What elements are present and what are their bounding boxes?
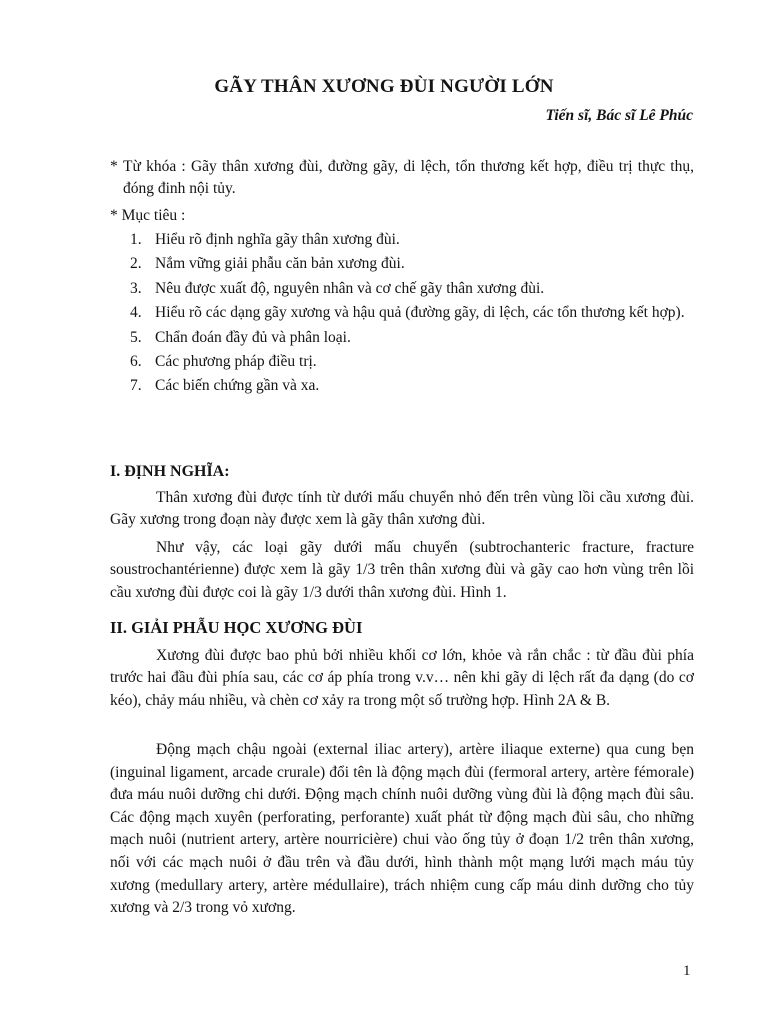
paragraph: Như vậy, các loại gãy dưới mấu chuyển (subtrochanteric fracture, fracture soustrochantérienne) được xem là gãy 1/3 trên thân xương đùi và gãy cao hơn vùng trên lồi cầu xương đùi được coi là gãy 1/3 dưới thân xương đùi. Hình 1. (110, 539, 694, 601)
list-item (130, 351, 694, 373)
list-item (130, 327, 694, 349)
list-text: Hiểu rõ định nghĩa gãy thân xương đùi. (155, 231, 400, 248)
list-item (130, 253, 694, 275)
document-title: GÃY THÂN XƯƠNG ĐÙI NGƯỜI LỚN (214, 76, 554, 97)
list-item (130, 278, 694, 300)
list-item (130, 375, 694, 397)
list-text: Hiểu rõ các dạng gãy xương và hậu quả (đường gãy, di lệch, các tổn thương kết hợp). (155, 304, 685, 322)
paragraph: Xương đùi được bao phủ bởi nhiều khối cơ lớn, khỏe và rắn chắc : từ đầu đùi phía trước hai đầu đùi phía sau, các cơ áp phía trong v.v… nên khi gãy di lệch rất đa dạng (do cơ kéo), chảy máu nhiều, và chèn cơ xảy ra trong một số trường hợp. Hình 2A & B. (110, 647, 694, 709)
list-text: Các phương pháp điều trị. (155, 352, 317, 370)
list-number: 5. (130, 328, 142, 346)
paragraph: Động mạch chậu ngoài (external iliac artery), artère iliaque externe) qua cung bẹn (inguinal ligament, arcade crurale) đổi tên là động mạch đùi (fermoral artery, artère fémorale) đưa máu nuôi dưỡng chi dưới. Động mạch chính nuôi dưỡng vùng đùi là động mạch đùi sâu. Các động mạch xuyên (perforating, perforante) xuất phát từ động mạch đùi sâu, cho những mạch nuôi (nutrient artery, artère nourricière) chui vào ống tủy ở đoạn 1/2 trên thân xương, nối với các mạch nuôi ở đầu trên và đầu dưới, hình thành một mạng lưới mạch máu tủy xương (medullary artery, artère médullaire), trách nhiệm cung cấp máu dinh dưỡng cho tủy xương và 2/3 trong vỏ xương. (110, 741, 694, 917)
list-number: 3. (130, 279, 142, 297)
paragraph: Thân xương đùi được tính từ dưới mấu chuyển nhỏ đến trên vùng lồi cầu xương đùi. Gãy xương trong đoạn này được xem là gãy thân xương đùi. (110, 489, 694, 529)
author-line: Tiến sĩ, Bác sĩ Lê Phúc (545, 107, 693, 124)
section-heading-anatomy: II. GIẢI PHẪU HỌC XƯƠNG ĐÙI (110, 618, 363, 637)
list-item (130, 302, 694, 324)
list-item (130, 229, 694, 251)
page-number: 1 (683, 963, 691, 979)
list-number: 2. (130, 255, 142, 273)
keywords-block (110, 156, 694, 200)
list-text: Chẩn đoán đầy đủ và phân loại. (155, 328, 351, 346)
list-number: 6. (130, 352, 142, 370)
objectives-list (130, 229, 694, 400)
keywords-bullet: * (110, 158, 118, 175)
list-number: 4. (130, 304, 142, 322)
objectives-heading: * Mục tiêu : (110, 207, 186, 224)
section-heading-definition: I. ĐỊNH NGHĨA: (110, 463, 230, 480)
list-number: 1. (130, 231, 142, 248)
list-text: Nêu được xuất độ, nguyên nhân và cơ chế gãy thân xương đùi. (155, 279, 545, 297)
keywords-text: Từ khóa : Gãy thân xương đùi, đường gãy, di lệch, tổn thương kết hợp, điều trị thực thụ, đóng đinh nội tủy. (123, 158, 694, 197)
list-number: 7. (130, 377, 142, 395)
list-text: Nắm vững giải phẫu căn bản xương đùi. (155, 255, 405, 273)
list-text: Các biến chứng gần và xa. (155, 377, 320, 395)
